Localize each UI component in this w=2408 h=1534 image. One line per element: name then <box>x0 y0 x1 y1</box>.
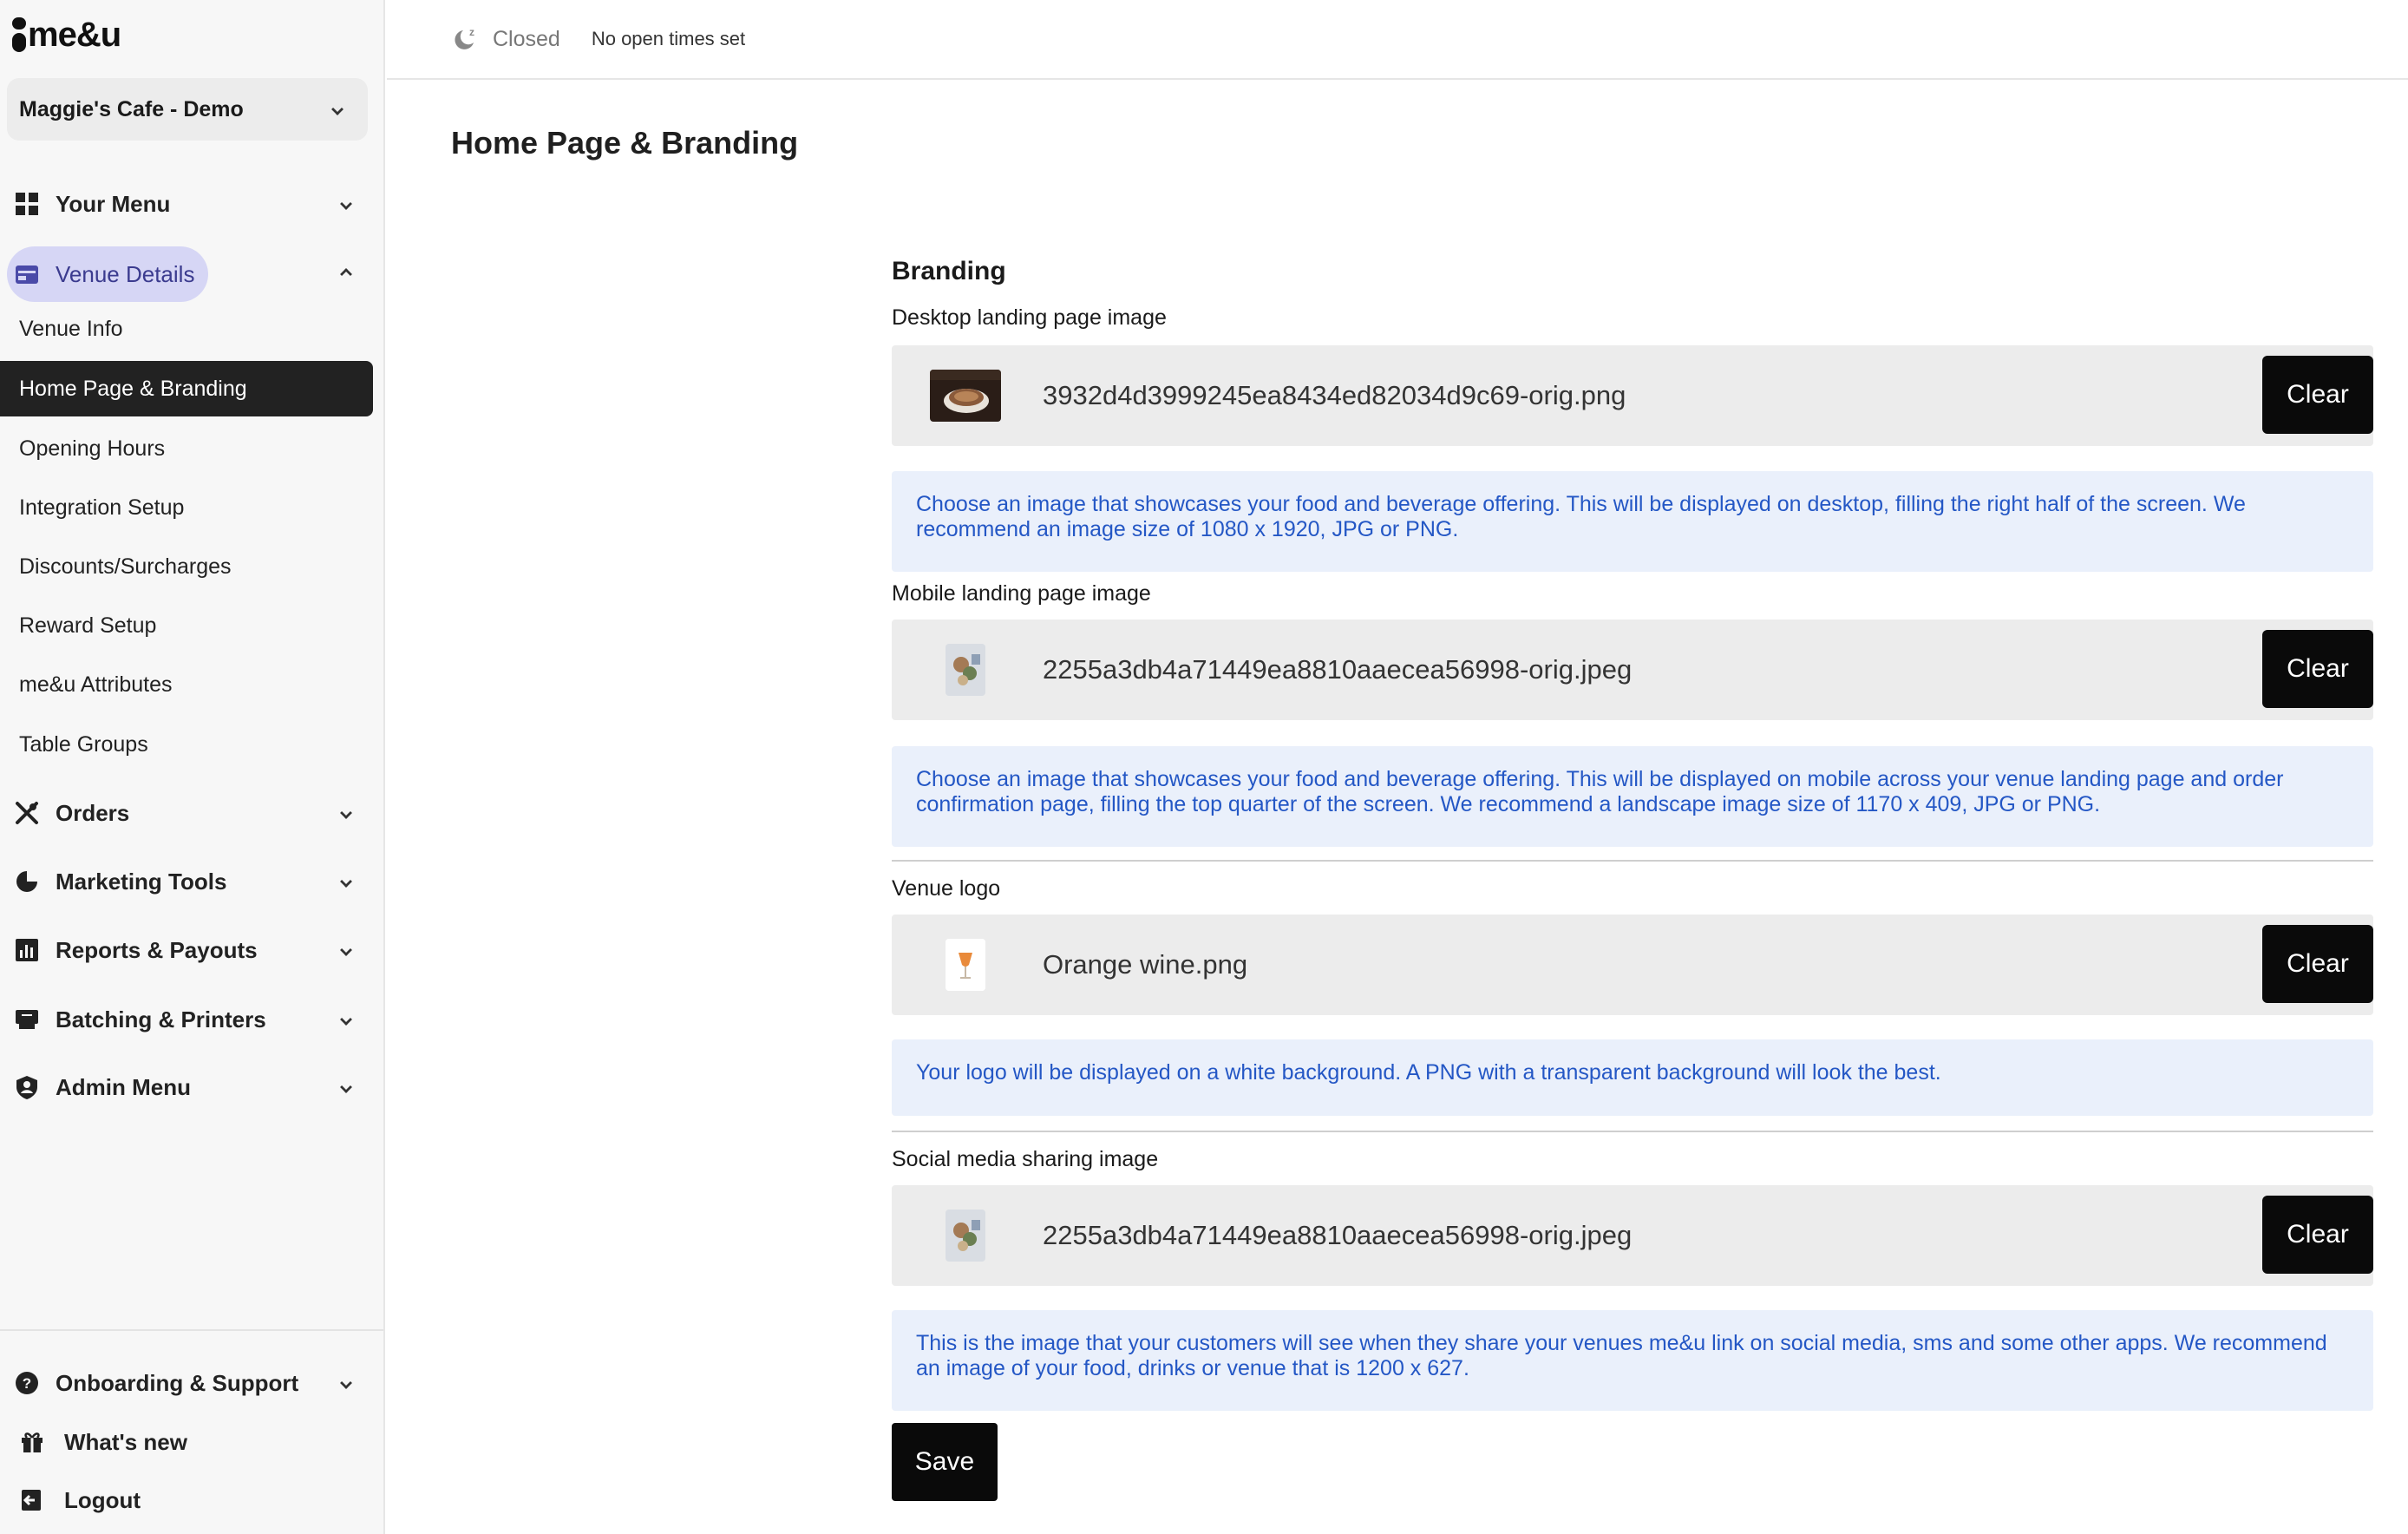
nav-admin-menu[interactable] <box>0 1059 385 1115</box>
social-image-thumbnail <box>946 1210 985 1262</box>
desktop-image-help: Choose an image that showcases your food and beverage offering. This will be displayed on desktop, filling the right half of the screen. We recommend an image size of 1080 x 1920, JPG or PNG. <box>892 471 2373 572</box>
sidebar-item-table-groups[interactable]: Table Groups <box>19 731 148 757</box>
nav-logout-label: Logout <box>64 1486 141 1513</box>
pie-chart-icon <box>14 869 40 895</box>
save-button[interactable]: Save <box>892 1423 998 1501</box>
venue-logo-clear-button[interactable]: Clear <box>2262 925 2373 1003</box>
open-times-status: No open times set <box>591 28 746 49</box>
nav-orders-label: Orders <box>56 799 130 826</box>
venue-logo-label: Venue logo <box>892 876 1001 901</box>
help-circle-icon <box>14 1370 40 1396</box>
sleep-moon-icon <box>451 25 479 53</box>
sidebar <box>0 0 385 1534</box>
chevron-down-icon <box>340 875 352 888</box>
sidebar-item-home-page-branding[interactable]: Home Page & Branding <box>0 361 373 416</box>
nav-marketing-tools-label: Marketing Tools <box>56 868 227 895</box>
social-image-label: Social media sharing image <box>892 1147 1159 1171</box>
nav-venue-details[interactable] <box>0 246 385 302</box>
nav-onboarding-support[interactable] <box>0 1355 385 1411</box>
mobile-image-thumbnail <box>946 644 985 696</box>
chevron-down-icon <box>340 944 352 956</box>
social-image-help: This is the image that your customers will see when they share your venues me&u link on social media, sms and some other apps. We recommend an image of your food, drinks or venue that is 1200 x 627. <box>892 1310 2373 1411</box>
nav-whats-new-label: What's new <box>64 1428 187 1455</box>
nav-your-menu-label: Your Menu <box>56 190 171 217</box>
venue-selector[interactable] <box>7 78 368 141</box>
printer-icon <box>14 1006 40 1032</box>
section-divider <box>892 860 2373 862</box>
top-bar <box>387 0 2408 80</box>
venue-status: Closed <box>493 26 560 51</box>
svg-text:?: ? <box>22 1375 32 1392</box>
svg-text:z: z <box>469 26 474 38</box>
sidebar-item-reward-setup[interactable]: Reward Setup <box>19 613 157 638</box>
grid-icon <box>14 191 40 217</box>
venue-selector-label: Maggie's Cafe - Demo <box>19 96 244 121</box>
logo-mark-icon <box>12 16 26 54</box>
mobile-image-clear-button[interactable]: Clear <box>2262 630 2373 708</box>
venue-logo-help: Your logo will be displayed on a white background. A PNG with a transparent background will look the best. <box>892 1039 2373 1116</box>
mobile-image-filename: 2255a3db4a71449ea8810aaecea56998-orig.jpeg <box>1043 654 1633 685</box>
chevron-up-icon <box>340 268 352 280</box>
social-image-clear-button[interactable]: Clear <box>2262 1196 2373 1274</box>
nav-logout[interactable] <box>0 1472 385 1528</box>
desktop-image-filename: 3932d4d3999245ea8434ed82034d9c69-orig.png <box>1043 380 1626 410</box>
chevron-down-icon <box>340 1013 352 1026</box>
sidebar-item-venue-info[interactable]: Venue Info <box>19 316 123 341</box>
desktop-image-label: Desktop landing page image <box>892 305 1167 330</box>
page-title: Home Page & Branding <box>451 125 799 161</box>
utensils-icon <box>14 800 40 826</box>
venue-logo-thumbnail <box>946 939 985 991</box>
logout-icon <box>19 1487 45 1513</box>
desktop-image-upload[interactable] <box>892 345 2373 446</box>
chevron-down-icon <box>340 198 352 210</box>
nav-venue-details-label: Venue Details <box>56 260 195 287</box>
nav-reports-payouts[interactable] <box>0 922 385 978</box>
shield-user-icon <box>14 1074 40 1100</box>
mobile-image-upload[interactable] <box>892 620 2373 720</box>
desktop-image-thumbnail <box>930 370 1001 422</box>
sidebar-item-discounts-surcharges[interactable]: Discounts/Surcharges <box>19 554 232 579</box>
nav-marketing-tools[interactable] <box>0 854 385 909</box>
nav-batching-printers-label: Batching & Printers <box>56 1006 266 1032</box>
venue-logo-upload[interactable] <box>892 914 2373 1015</box>
nav-onboarding-support-label: Onboarding & Support <box>56 1369 299 1396</box>
nav-orders[interactable] <box>0 785 385 841</box>
sidebar-item-opening-hours[interactable]: Opening Hours <box>19 436 166 461</box>
social-image-filename: 2255a3db4a71449ea8810aaecea56998-orig.jpeg <box>1043 1220 1633 1250</box>
chevron-down-icon <box>340 1081 352 1093</box>
sidebar-divider <box>0 1329 383 1331</box>
desktop-image-clear-button[interactable]: Clear <box>2262 356 2373 434</box>
section-divider <box>892 1131 2373 1132</box>
nav-reports-payouts-label: Reports & Payouts <box>56 936 258 963</box>
logo-text: me&u <box>28 15 121 54</box>
chevron-down-icon <box>340 807 352 819</box>
bar-chart-icon <box>14 937 40 963</box>
section-title-branding: Branding <box>892 257 1006 285</box>
storefront-icon <box>14 261 40 287</box>
social-image-upload[interactable] <box>892 1185 2373 1286</box>
chevron-down-icon <box>340 1377 352 1389</box>
nav-your-menu[interactable] <box>0 176 385 232</box>
mobile-image-help: Choose an image that showcases your food and beverage offering. This will be displayed on mobile across your venue landing page and order confirmation page, filling the top quarter of the screen. We recommend a landscape image size of 1170 x 409, JPG or PNG. <box>892 746 2373 847</box>
mobile-image-label: Mobile landing page image <box>892 581 1151 606</box>
venue-logo-filename: Orange wine.png <box>1043 949 1248 980</box>
nav-batching-printers[interactable] <box>0 992 385 1047</box>
gift-icon <box>19 1429 45 1455</box>
nav-whats-new[interactable] <box>0 1414 385 1470</box>
nav-admin-menu-label: Admin Menu <box>56 1073 191 1100</box>
app-logo[interactable] <box>12 16 121 54</box>
sidebar-item-integration-setup[interactable]: Integration Setup <box>19 495 185 520</box>
sidebar-item-meu-attributes[interactable]: me&u Attributes <box>19 672 173 697</box>
chevron-down-icon <box>331 103 344 115</box>
